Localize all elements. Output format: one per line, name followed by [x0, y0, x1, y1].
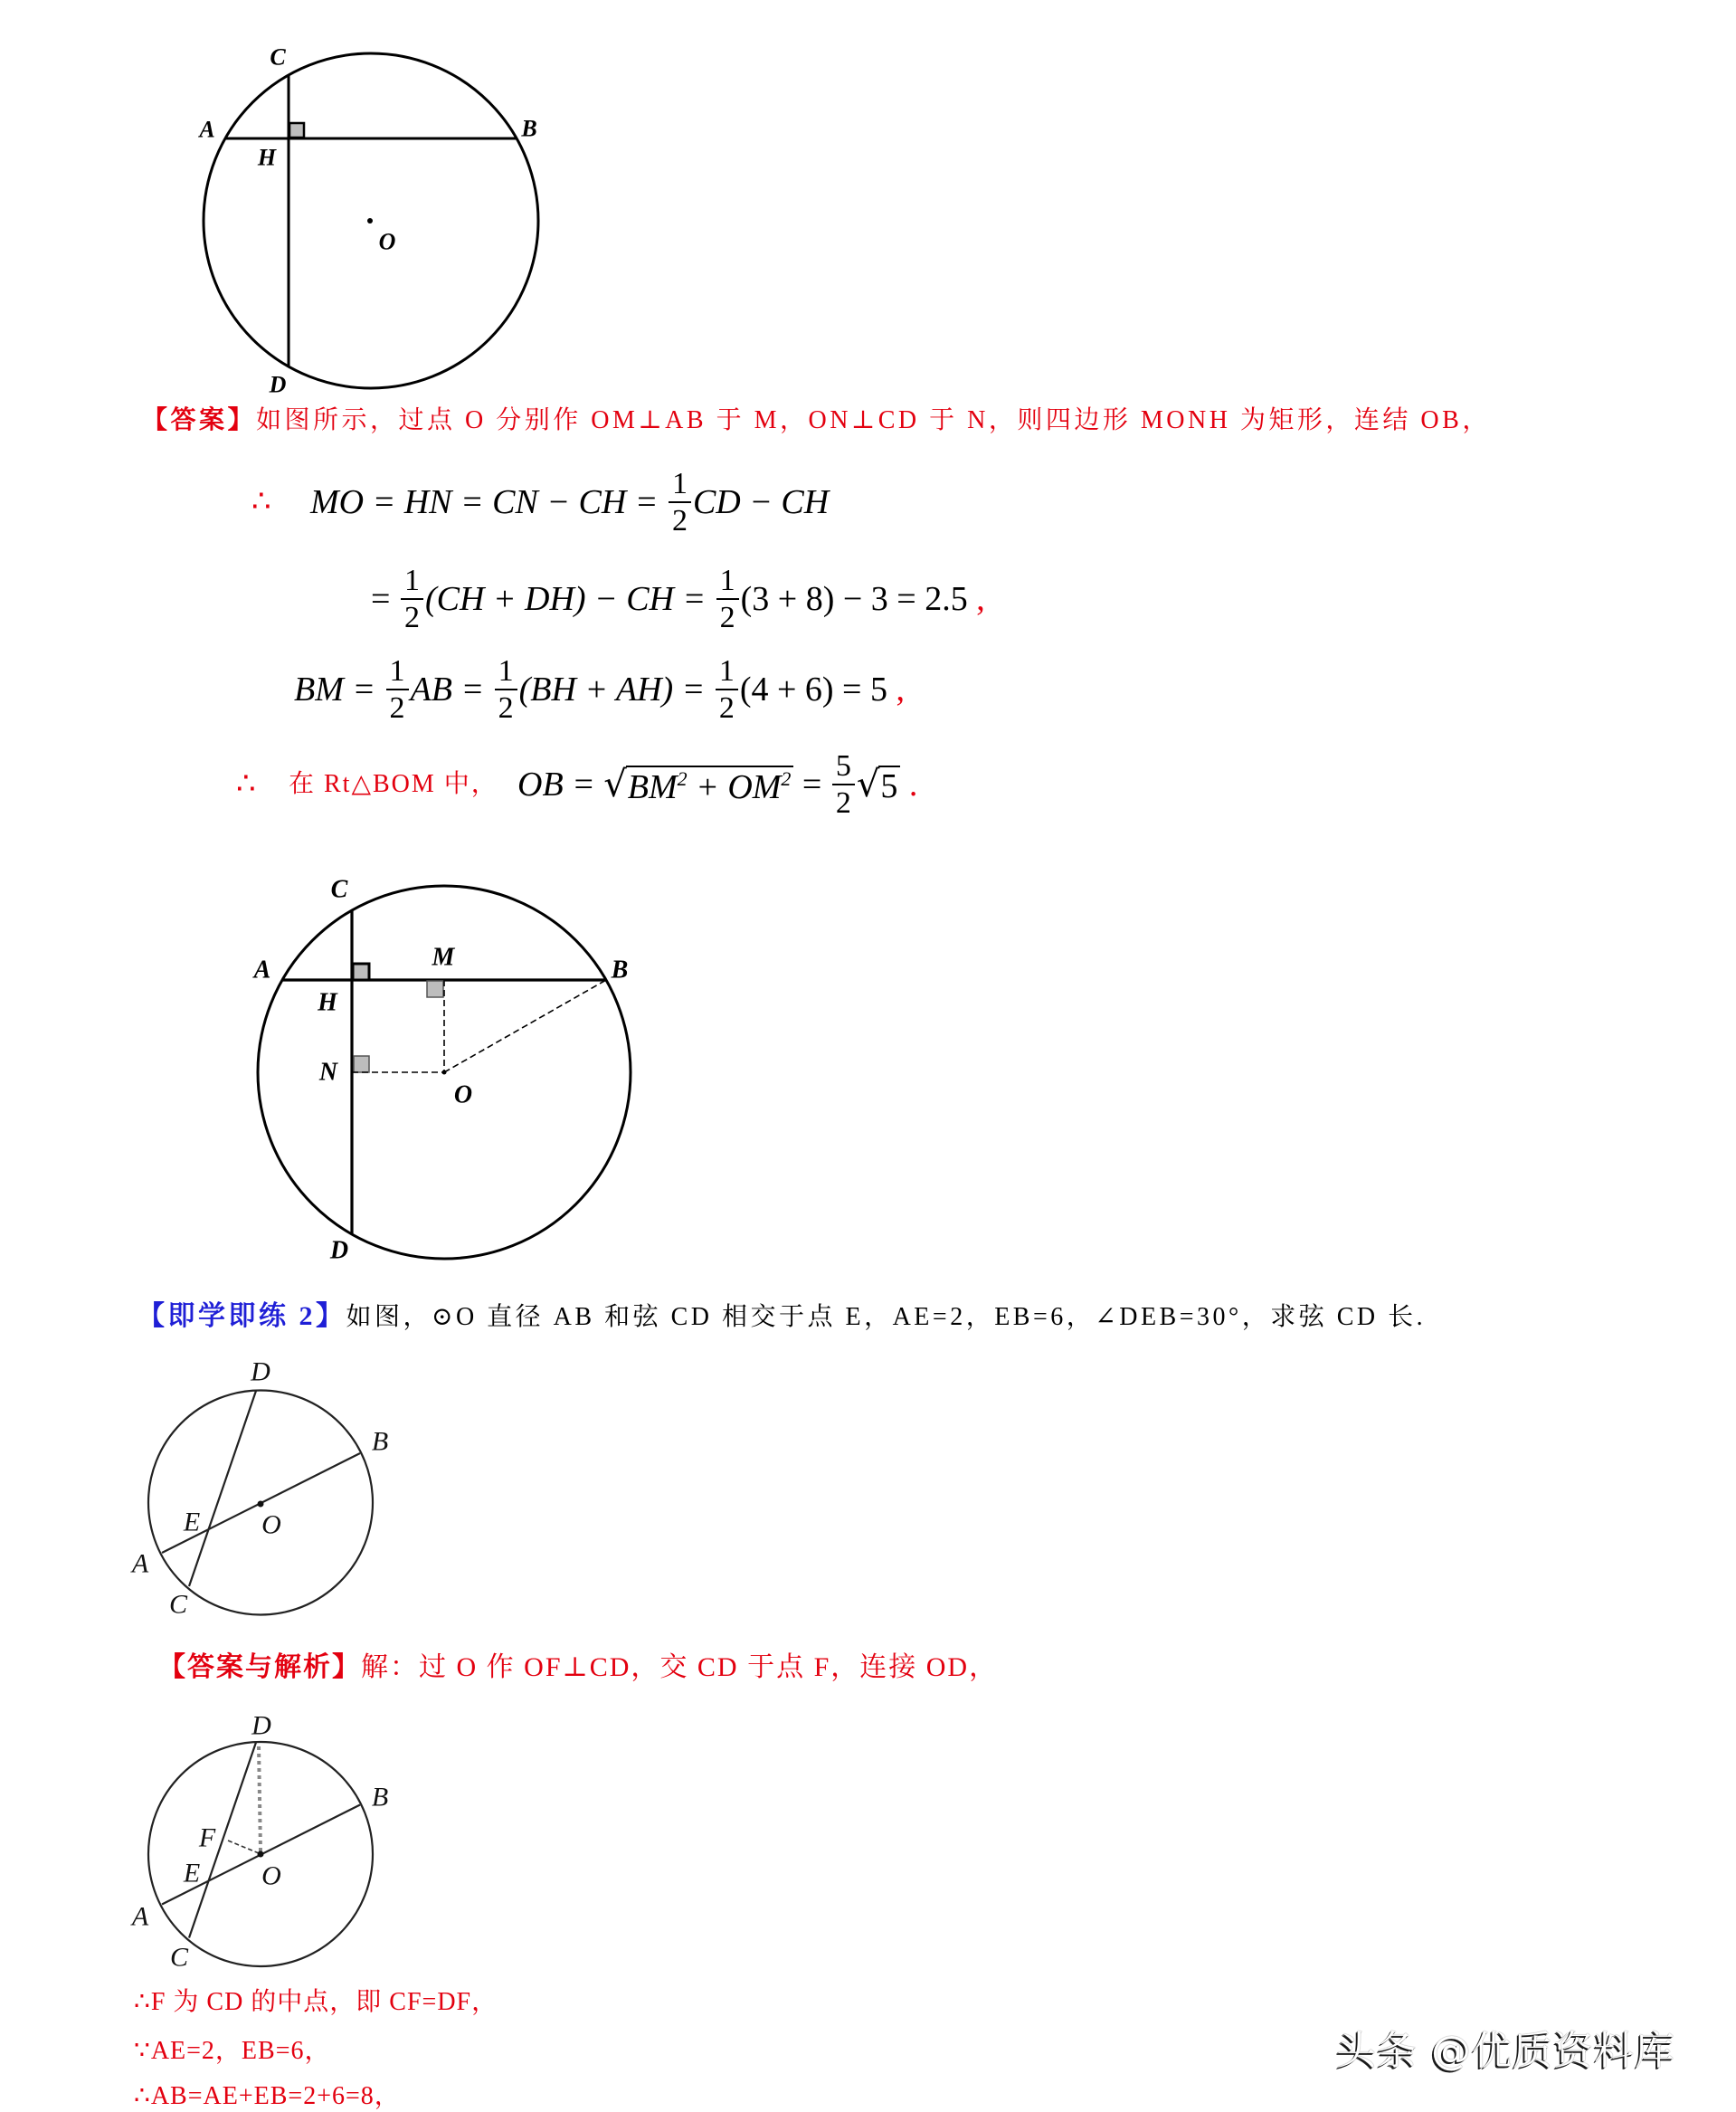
exercise-tag: 【即学即练 2】 [138, 1301, 346, 1331]
diameter-ab [162, 1453, 360, 1553]
equation-text: MO = HN = CN − CH = [310, 483, 667, 521]
label-a: A [253, 956, 271, 985]
circle-o [148, 1742, 373, 1966]
radicand-term: BM [627, 767, 678, 806]
label-b: B [371, 1782, 389, 1812]
figure-3-circle-diameter-chord [148, 1391, 373, 1615]
figure-4-circle-construction [148, 1742, 373, 1966]
solution-line: ∴AB=AE+EB=2+6=8， [134, 2082, 401, 2110]
center-point [367, 218, 373, 224]
label-c: C [270, 43, 286, 71]
figure-3-labels [130, 1357, 388, 1620]
label-b: B [521, 115, 537, 142]
label-h: H [257, 144, 277, 171]
figure-1-labels [197, 44, 536, 398]
radicand-term: + OM [687, 767, 782, 806]
label-a: A [131, 1901, 149, 1932]
fraction-denominator: 2 [835, 785, 851, 820]
radicand [626, 766, 794, 804]
label-d: D [269, 371, 287, 398]
circle-o [204, 53, 538, 388]
label-h: H [318, 988, 337, 1017]
label-d: D [329, 1236, 349, 1265]
equation-text: AB = [410, 671, 493, 709]
figure-1-circle-chords [204, 53, 538, 388]
label-e: E [183, 1507, 201, 1537]
answer-tag: 【答案】 [142, 406, 257, 434]
label-m: M [432, 943, 455, 972]
fraction-numerator: 1 [716, 656, 738, 690]
exponent: 2 [781, 766, 792, 790]
fraction-numerator: 1 [716, 566, 739, 600]
right-angle-marker-n [354, 1056, 369, 1072]
dashed-of [228, 1841, 259, 1853]
label-d: D [251, 1356, 270, 1387]
fraction-denominator: 2 [671, 503, 688, 538]
equation-text: OB = [517, 766, 604, 804]
equation-text: (3 + 8) − 3 = 2.5 [740, 580, 968, 618]
radicand: 5 [878, 766, 900, 804]
equation-text: BM = [294, 671, 384, 709]
right-angle-marker [289, 123, 304, 138]
solution-2-intro [158, 1654, 998, 1681]
therefore-symbol: ∴ [236, 766, 256, 802]
figure-2-circle-construction [258, 886, 631, 1259]
label-a: A [131, 1548, 149, 1579]
fraction-numerator: 1 [669, 469, 691, 503]
square-root-symbol: √ [856, 764, 880, 805]
exponent: 2 [677, 766, 688, 790]
figure-4-labels [130, 1711, 388, 1973]
center-point [442, 1070, 447, 1075]
fraction [716, 563, 739, 634]
answer-intro [142, 408, 1491, 433]
punctuation: . [900, 766, 918, 804]
fraction-denominator: 2 [498, 690, 514, 725]
label-b: B [371, 1426, 389, 1457]
dashed-ob [444, 980, 606, 1072]
fraction-denominator: 2 [403, 600, 420, 634]
solution-intro-text: 解：过 O 作 OF⊥CD，交 CD 于点 F，连接 OD， [361, 1652, 999, 1682]
exercise-question-text: 如图，⊙O 直径 AB 和弦 CD 相交于点 E，AE=2，EB=6，∠DEB=30°，求弦 CD 长. [346, 1303, 1427, 1331]
equation-step-4 [517, 749, 917, 820]
punctuation: , [967, 580, 985, 618]
equation-step-3 [294, 654, 905, 725]
equation-text: = [793, 766, 830, 804]
fraction [716, 653, 738, 725]
label-o: O [261, 1509, 281, 1540]
fraction-denominator: 2 [389, 690, 405, 725]
equation-step-1 [310, 467, 829, 538]
figure-2-labels [252, 876, 629, 1265]
fraction-numerator: 1 [386, 656, 409, 690]
solution-tag: 【答案与解析】 [158, 1652, 361, 1682]
label-o: O [378, 228, 396, 255]
watermark: 头条 @优质资料库 [1336, 2028, 1675, 2074]
label-b: B [611, 956, 629, 985]
equation-text: = [371, 580, 399, 618]
equation-step-2 [371, 564, 985, 634]
label-n: N [318, 1058, 338, 1087]
circle-o [148, 1391, 373, 1615]
chord-cd [189, 1391, 256, 1586]
equation-text: (4 + 6) = 5 [739, 671, 887, 709]
fraction [495, 653, 517, 725]
label-c: C [330, 875, 348, 904]
center-point [258, 1501, 264, 1508]
equation-text: (BH + AH) = [518, 671, 714, 709]
square-root-symbol: √ [603, 764, 627, 805]
center-point [258, 1851, 264, 1858]
fraction [832, 748, 855, 820]
label-a: A [199, 116, 215, 143]
answer-intro-text: 如图所示，过点 O 分别作 OM⊥AB 于 M，ON⊥CD 于 N，则四边形 MONH 为矩形，连结 OB， [256, 406, 1491, 434]
label-e: E [183, 1858, 201, 1888]
solution-line: ∴F 为 CD 的中点，即 CF=DF， [134, 1988, 498, 2016]
fraction-denominator: 2 [718, 690, 735, 725]
solution-line: ∵AE=2，EB=6， [134, 2037, 331, 2065]
label-o: O [261, 1860, 281, 1891]
chord-cd [189, 1743, 256, 1938]
therefore-symbol: ∴ [251, 483, 271, 519]
fraction-numerator: 5 [832, 751, 855, 785]
fraction [386, 653, 409, 725]
fraction-denominator: 2 [719, 600, 735, 634]
equation-text: (CH + DH) − CH = [424, 580, 715, 618]
label-c: C [169, 1942, 189, 1973]
label-c: C [168, 1589, 188, 1620]
exercise-2-question [138, 1303, 1426, 1330]
label-d: D [251, 1710, 271, 1741]
right-angle-marker-m [427, 981, 443, 997]
fraction [669, 466, 691, 538]
dotted-od [259, 1746, 261, 1851]
punctuation: , [887, 671, 905, 709]
label-f: F [198, 1822, 216, 1853]
label-o: O [453, 1080, 473, 1109]
step-4-text: 在 Rt△BOM 中， [289, 770, 498, 798]
diameter-ab [162, 1805, 360, 1905]
fraction [401, 563, 423, 634]
right-angle-marker-h [353, 964, 369, 980]
fraction-numerator: 1 [401, 566, 423, 600]
equation-text: CD − CH [692, 483, 830, 521]
circle-o [258, 886, 631, 1259]
fraction-numerator: 1 [495, 656, 517, 690]
